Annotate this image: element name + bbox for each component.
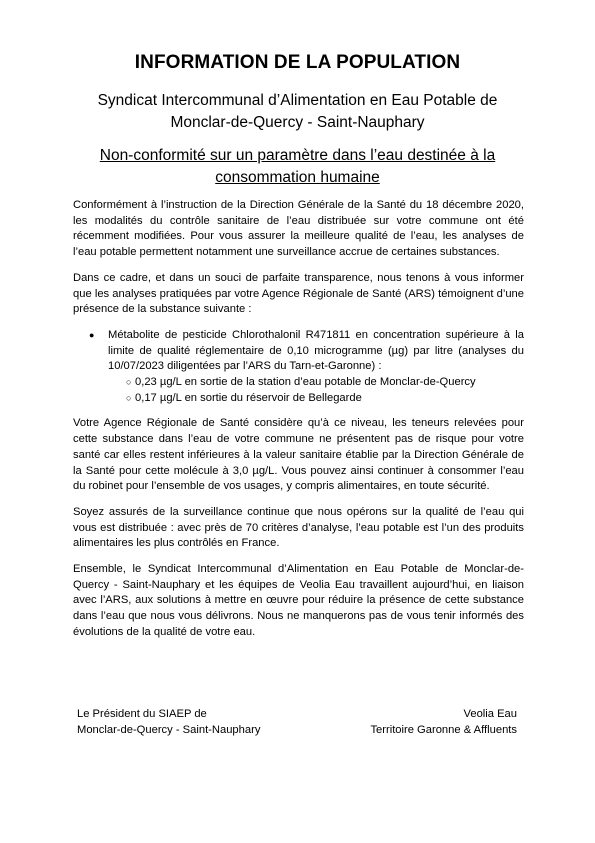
list-item	[73, 391, 524, 407]
sub-bullet-text: 0,23 µg/L en sortie de la station d’eau potable de Monclar-de-Quercy	[135, 376, 476, 389]
bullet-text: Métabolite de pesticide Chlorothalonil R471811 en concentration supérieure à la limite de qualité réglementaire de 0,10 microgramme (µg) par litre (analyses du 10/07/2023 diligentées par l’ARS du Tarn-et-Garonne) :	[108, 328, 524, 373]
substance-list	[73, 328, 524, 407]
document-title: INFORMATION DE LA POPULATION	[134, 52, 461, 73]
hollow-circle-bullet-icon: ○	[126, 377, 132, 388]
signature-veolia	[370, 706, 517, 738]
hollow-circle-bullet-icon: ○	[126, 392, 132, 403]
subtitle-line-1: Syndicat Intercommunal d’Alimentation en Eau Potable de	[97, 92, 498, 109]
list-item	[73, 328, 524, 407]
signature-president	[77, 706, 260, 738]
document-body	[73, 198, 524, 651]
measurement-list	[108, 375, 524, 406]
list-item	[73, 375, 524, 391]
heading-line-1: Non-conformité sur un paramètre dans l’eau destinée à la	[99, 147, 496, 164]
signature-left-line-2: Monclar-de-Quercy - Saint-Nauphary	[77, 724, 261, 736]
signature-right-line-1: Veolia Eau	[463, 708, 517, 720]
document-heading	[60, 145, 535, 189]
signature-left-line-1: Le Président du SIAEP de	[77, 708, 207, 720]
filled-circle-bullet-icon: ●	[89, 329, 95, 340]
paragraph-5: Ensemble, le Syndicat Intercommunal d’Alimentation en Eau Potable de Monclar-de-Quercy - Saint-Nauphary et les équipes de Veolia Eau travaillent aujourd’hui, en liaison avec l’ARS, aux solutions à mettre en œuvre pour réduire la présence de cette substance dans l’eau que nous vous délivrons. Nous ne manquerons pas de vous tenir informés des évolutions de la qualité de votre eau.	[73, 563, 524, 638]
document-subtitle	[60, 90, 535, 134]
paragraph-3: Votre Agence Régionale de Santé considère qu’à ce niveau, les teneurs relevées pour cette substance dans l’eau de votre commune ne présentent pas de risque pour votre santé car elles restent inférieures à la valeur sanitaire établie par la Direction Générale de la Santé pour cette molécule à 3,0 µg/L. Vous pouvez ainsi continuer à consommer l’eau du robinet pour l’ensemble de vos usages, y compris alimentaires, en toute sécurité.	[73, 417, 524, 493]
paragraph-1: Conformément à l’instruction de la Direction Générale de la Santé du 18 décembre 2020, les modalités du contrôle sanitaire de l’eau distribuée sur votre commune ont été récemment modifiées. Pour vous assurer la meilleure qualité de l’eau, les analyses de l’eau potable permettent notamment une surveillance accrue de certaines substances.	[73, 199, 524, 259]
paragraph-4: Soyez assurés de la surveillance continue que nous opérons sur la qualité de l’eau qui vous est distribuée : avec près de 70 critères d’analyse, l’eau potable est l’un des produits alimentaires les plus contrôlés en France.	[73, 505, 524, 550]
heading-line-2: consommation humaine	[215, 169, 380, 186]
sub-bullet-text: 0,17 µg/L en sortie du réservoir de Bellegarde	[135, 391, 362, 404]
subtitle-line-2: Monclar-de-Quercy - Saint-Nauphary	[170, 114, 425, 131]
signature-right-line-2: Territoire Garonne & Affluents	[370, 724, 517, 736]
paragraph-2: Dans ce cadre, et dans un souci de parfaite transparence, nous tenons à vous informer que les analyses pratiquées par votre Agence Régionale de Santé (ARS) témoignent d’une présence de la substance suivante :	[73, 271, 524, 316]
